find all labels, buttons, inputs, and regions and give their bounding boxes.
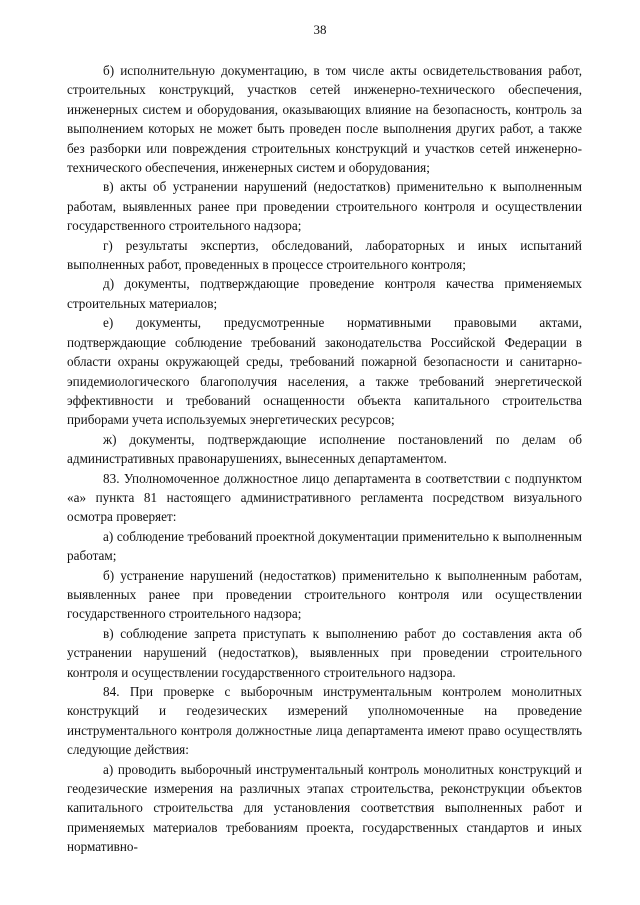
clause-83-item-b: б) устранение нарушений (недостатков) применительно к выполненным работам, выявленных ранее при проведении строительного контроля или осуществлении государственного строительного надзора; — [67, 567, 582, 622]
document-body — [67, 61, 582, 857]
clause-83-item-a: а) соблюдение требований проектной документации применительно к выполненным работам; — [67, 528, 582, 564]
clause-83-item-v: в) соблюдение запрета приступать к выполнению работ до составления акта об устранении нарушений (недостатков), выявленных при проведении строительного контроля и осуществлении государственного строительного надзора. — [67, 625, 582, 680]
clause-83-visual-inspection: 83. Уполномоченное должностное лицо департамента в соответствии с подпунктом «а» пункта 81 настоящего административного регламента посредством визуального осмотра проверяет: — [67, 470, 582, 525]
paragraph-d-quality-control-documents: д) документы, подтверждающие проведение контроля качества применяемых строительных материалов; — [67, 276, 582, 311]
paragraph-b-executive-documentation: б) исполнительную документацию, в том числе акты освидетельствования работ, строительных конструкций, участков сетей инженерно-технического обеспечения, инженерных систем и оборудования, оказывающих влияние на безопасность, контроль за выполнением которых не может быть проведен после выполнения других работ, а также без разборки или повреждения строительных конструкций и участков сетей инженерно-технического обеспечения, инженерных систем и оборудования; — [67, 63, 582, 176]
paragraph-v-violation-acts: в) акты об устранении нарушений (недостатков) применительно к выполненным работам, выявленных ранее при проведении строительного контроля и осуществлении государственного строительного надзора; — [67, 179, 582, 234]
clause-84-item-a: а) проводить выборочный инструментальный контроль монолитных конструкций и геодезические измерения на различных этапах строительства, реконструкции объектов капитального строительства для установления соответствия выполненных работ и применяемых материалов требованиям проекта, государственных стандартов и иных нормативно- — [67, 761, 582, 855]
paragraph-e-regulatory-documents: е) документы, предусмотренные нормативными правовыми актами, подтверждающие соблюдение требований законодательства Российской Федерации в области охраны окружающей среды, требований пожарной безопасности и санитарно-эпидемиологического благополучия населения, а также требований энергетической эффективности и требований оснащенности объекта капитального строительства приборами учета используемых энергетических ресурсов; — [67, 315, 582, 428]
paragraph-zh-resolution-documents: ж) документы, подтверждающие исполнение постановлений по делам об административных правонарушениях, вынесенных департаментом. — [67, 431, 582, 467]
page-number: 38 — [313, 22, 327, 37]
clause-84-instrumental-control: 84. При проверке с выборочным инструментальным контролем монолитных конструкций и геодезических измерений уполномоченные на проведение инструментального контроля должностные лица департамента имеют право осуществлять следующие действия: — [67, 684, 582, 758]
paragraph-g-test-results: г) результаты экспертиз, обследований, лабораторных и иных испытаний выполненных работ, проведенных в процессе строительного контроля; — [67, 237, 582, 273]
